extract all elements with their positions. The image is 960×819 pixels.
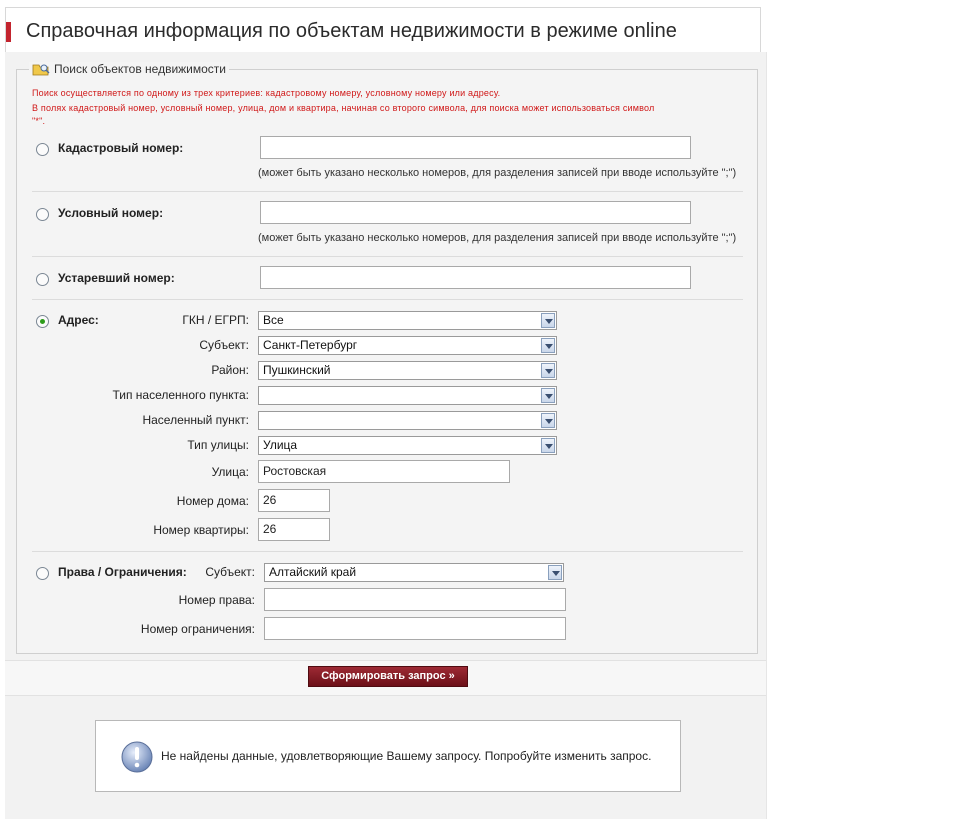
obsolete-radio[interactable] [36, 273, 49, 286]
info-text-1: Поиск осуществляется по одному из трех критериев: кадастровому номеру, условному номеру или адресу. [32, 88, 501, 98]
gkn-label: ГКН / ЕГРП: [182, 313, 249, 327]
district-select-value: Пушкинский [263, 363, 331, 377]
separator [32, 299, 743, 300]
conditional-input[interactable] [260, 201, 691, 224]
street-label: Улица: [211, 465, 249, 479]
gkn-select[interactable] [258, 311, 557, 330]
district-label: Район: [211, 363, 249, 377]
submit-button[interactable]: Сформировать запрос » [308, 666, 468, 687]
rights-subject-label: Субъект: [205, 565, 255, 579]
message-text: Не найдены данные, удовлетворяющие Вашему запросу. Попробуйте изменить запрос. [161, 749, 652, 763]
cadastral-hint: (может быть указано несколько номеров, для разделения записей при вводе используйте ";") [258, 167, 737, 179]
restriction-number-label: Номер ограничения: [140, 622, 255, 636]
street-type-select[interactable] [258, 436, 557, 455]
settlement-type-select[interactable] [258, 386, 557, 405]
settlement-select[interactable] [258, 411, 557, 430]
obsolete-input[interactable] [260, 266, 691, 289]
obsolete-label: Устаревший номер: [58, 271, 175, 285]
message-box [95, 720, 681, 792]
page-header [5, 7, 761, 53]
chevron-down-icon[interactable] [541, 313, 555, 328]
page-title: Справочная информация по объектам недвижимости в режиме online [26, 20, 677, 42]
conditional-label: Условный номер: [58, 206, 164, 220]
address-label: Адрес: [58, 313, 99, 327]
chevron-down-icon[interactable] [541, 363, 555, 378]
settlement-label: Населенный пункт: [142, 413, 249, 427]
chevron-down-icon[interactable] [541, 438, 555, 453]
info-text-3: "*". [32, 116, 46, 126]
separator [32, 256, 743, 257]
info-text-2: В полях кадастровый номер, условный номер, улица, дом и квартира, начиная со второго символа, для поиска может использоваться символ [32, 103, 655, 113]
right-number-input[interactable] [264, 588, 566, 611]
header-accent-bar [6, 22, 11, 42]
rights-radio[interactable] [36, 567, 49, 580]
subject-select-value: Санкт-Петербург [263, 338, 358, 352]
search-fieldset [16, 62, 758, 654]
submit-bar [5, 660, 766, 696]
chevron-down-icon[interactable] [541, 388, 555, 403]
search-legend [29, 62, 229, 76]
conditional-hint: (может быть указано несколько номеров, для разделения записей при вводе используйте ";") [258, 232, 737, 244]
chevron-down-icon[interactable] [541, 413, 555, 428]
street-type-select-value: Улица [263, 438, 298, 452]
cadastral-label: Кадастровый номер: [58, 141, 184, 155]
cadastral-input[interactable] [260, 136, 691, 159]
right-number-label: Номер права: [178, 593, 255, 607]
conditional-radio[interactable] [36, 208, 49, 221]
search-legend-label: Поиск объектов недвижимости [54, 62, 227, 76]
district-select[interactable] [258, 361, 557, 380]
rights-subject-select-value: Алтайский край [269, 565, 357, 579]
rights-subject-select[interactable] [264, 563, 564, 582]
subject-label: Субъект: [199, 338, 249, 352]
separator [32, 551, 743, 552]
street-input[interactable]: Ростовская [258, 460, 510, 483]
info-icon [121, 741, 153, 773]
subject-select[interactable] [258, 336, 557, 355]
address-radio[interactable] [36, 315, 49, 328]
apartment-input[interactable]: 26 [258, 518, 330, 541]
house-label: Номер дома: [176, 494, 249, 508]
house-input[interactable]: 26 [258, 489, 330, 512]
chevron-down-icon[interactable] [541, 338, 555, 353]
cadastral-radio[interactable] [36, 143, 49, 156]
chevron-down-icon[interactable] [548, 565, 562, 580]
folder-search-icon [32, 62, 50, 76]
apartment-label: Номер квартиры: [153, 523, 249, 537]
rights-label: Права / Ограничения: [58, 565, 187, 579]
street-type-label: Тип улицы: [187, 438, 249, 452]
separator [32, 191, 743, 192]
settlement-type-label: Тип населенного пункта: [112, 388, 249, 402]
main-panel [5, 52, 767, 819]
restriction-number-input[interactable] [264, 617, 566, 640]
gkn-select-value: Все [263, 313, 284, 327]
